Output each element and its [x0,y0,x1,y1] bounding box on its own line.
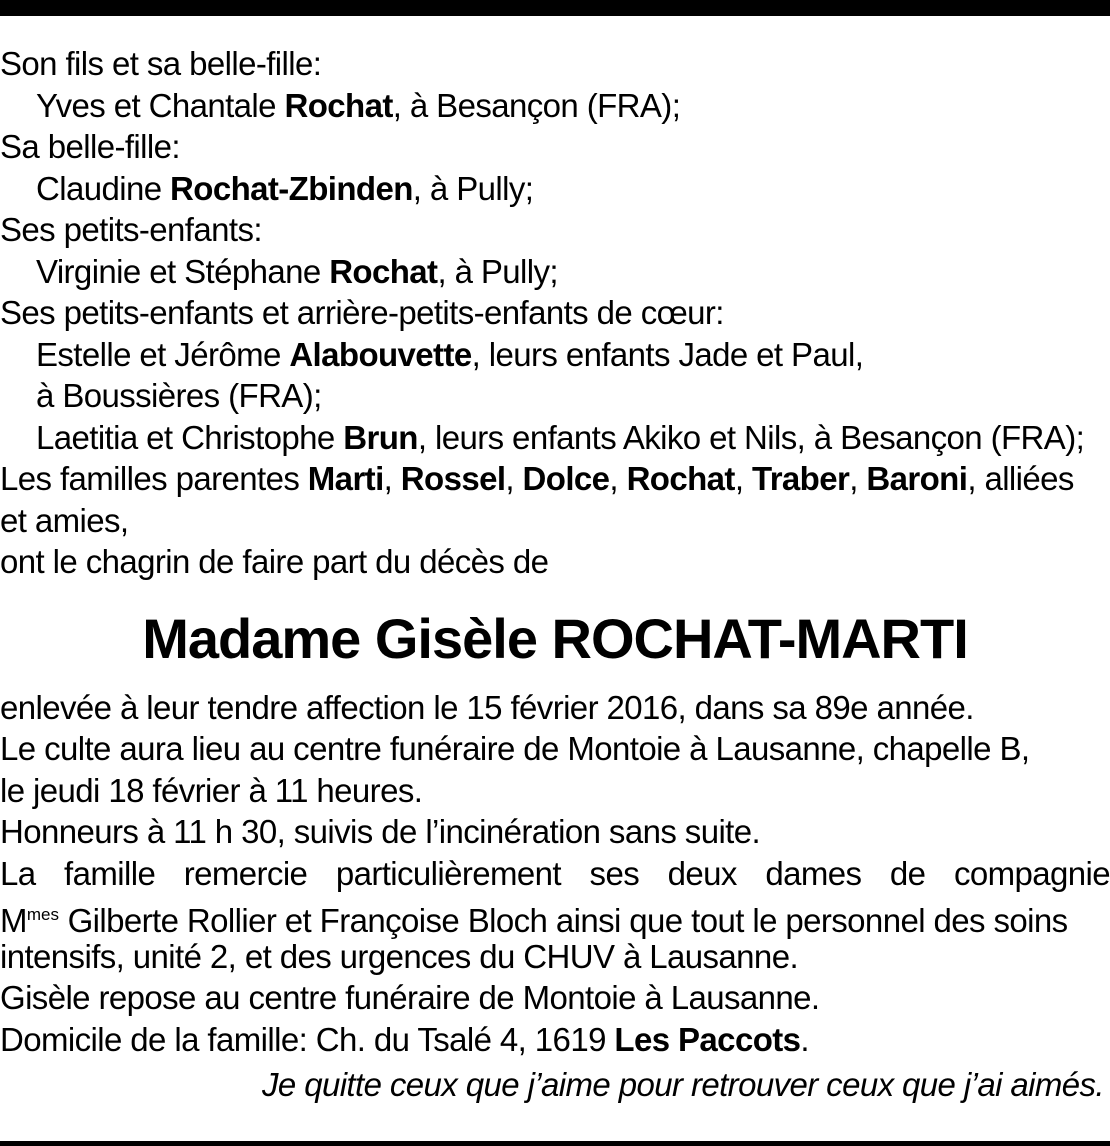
family-text: , à Pully; [437,252,558,290]
family-line-1: Son fils et sa belle-fille: [0,45,322,82]
family-surname: Rossel [400,460,506,497]
family-line-6 [0,251,1110,293]
family-text: , leurs enfants Akiko et Nils, à Besançon (FRA); [417,418,1085,456]
family-line-10 [0,417,1110,459]
family-surname: Rochat [284,86,393,124]
family-text: Les familles parentes [0,460,308,497]
family-surname: Alabouvette [289,335,472,373]
separator: , [383,460,401,497]
family-text: Yves et Chantale [36,86,285,124]
family-text: Estelle et Jérôme [36,335,290,373]
family-text: Virginie et Stéphane [36,252,330,290]
family-surname: Brun [343,418,418,456]
family-surname: Rochat [626,460,735,497]
family-line-7: Ses petits-enfants et arrière-petits-enfants de cœur: [0,294,724,331]
family-line-13: ont le chagrin de faire part du décès de [0,543,549,580]
detail-text: . [800,1020,809,1058]
separator: , [734,460,752,497]
detail-line-9 [0,1019,1110,1061]
family-line-11 [0,458,1110,500]
detail-line-8: Gisèle repose au centre funéraire de Montoie à Lausanne. [0,979,820,1016]
detail-line-1: enlevée à leur tendre affection le 15 février 2016, dans sa 89e année. [0,688,974,726]
honorific-superscript: mes [26,905,60,924]
bottom-rule [0,1141,1110,1146]
obituary-notice [0,43,1110,1106]
deceased-name: Madame Gisèle ROCHAT-MARTI [142,606,968,670]
closing-quote: Je quitte ceux que j’aime pour retrouver ceux que j’ai aimés. [261,1066,1104,1103]
separator: , [609,460,627,497]
family-text: , leurs enfants Jade et Paul, [471,335,864,373]
family-text: , à Besançon (FRA); [392,86,681,124]
family-line-3: Sa belle-fille: [0,128,180,165]
family-line-12: et amies, [0,501,129,539]
family-surname: Rochat [329,252,438,290]
separator: , [849,460,867,497]
family-surname: Dolce [522,460,610,497]
family-surname: Marti [307,460,384,497]
family-text: , à Pully; [412,169,534,207]
detail-line-3: le jeudi 18 février à 11 heures. [0,771,423,809]
detail-line-2: Le culte aura lieu au centre funéraire de Montoie à Lausanne, chapelle B, [0,730,1030,767]
family-line-5: Ses petits-enfants: [0,211,262,248]
separator: , [505,460,523,497]
family-surname: Baroni [866,460,968,497]
detail-line-4: Honneurs à 11 h 30, suivis de l’incinération sans suite. [0,813,761,850]
locality: Les Paccots [614,1020,801,1058]
family-line-9: à Boussières (FRA); [36,377,322,414]
detail-text: Gilberte Rollier et Françoise Bloch ainsi que tout le personnel des soins [59,902,1068,939]
detail-text: Domicile de la famille: Ch. du Tsalé 4, 1619 [0,1020,615,1058]
family-line-2 [0,85,1110,127]
detail-line-5: La famille remercie particulièrement ses deux dames de compagnie [0,854,1110,892]
family-text: , alliées [967,460,1074,497]
top-rule [0,0,1110,16]
family-line-8 [0,334,1110,376]
detail-line-7: intensifs, unité 2, et des urgences du CHUV à Lausanne. [0,937,799,975]
detail-line-6 [0,894,1110,939]
family-line-4 [0,168,1110,210]
family-text: Laetitia et Christophe [36,418,344,456]
honorific: M [0,902,27,939]
family-surname: Traber [751,460,850,497]
family-surname: Rochat-Zbinden [170,169,413,207]
family-text: Claudine [36,169,171,207]
